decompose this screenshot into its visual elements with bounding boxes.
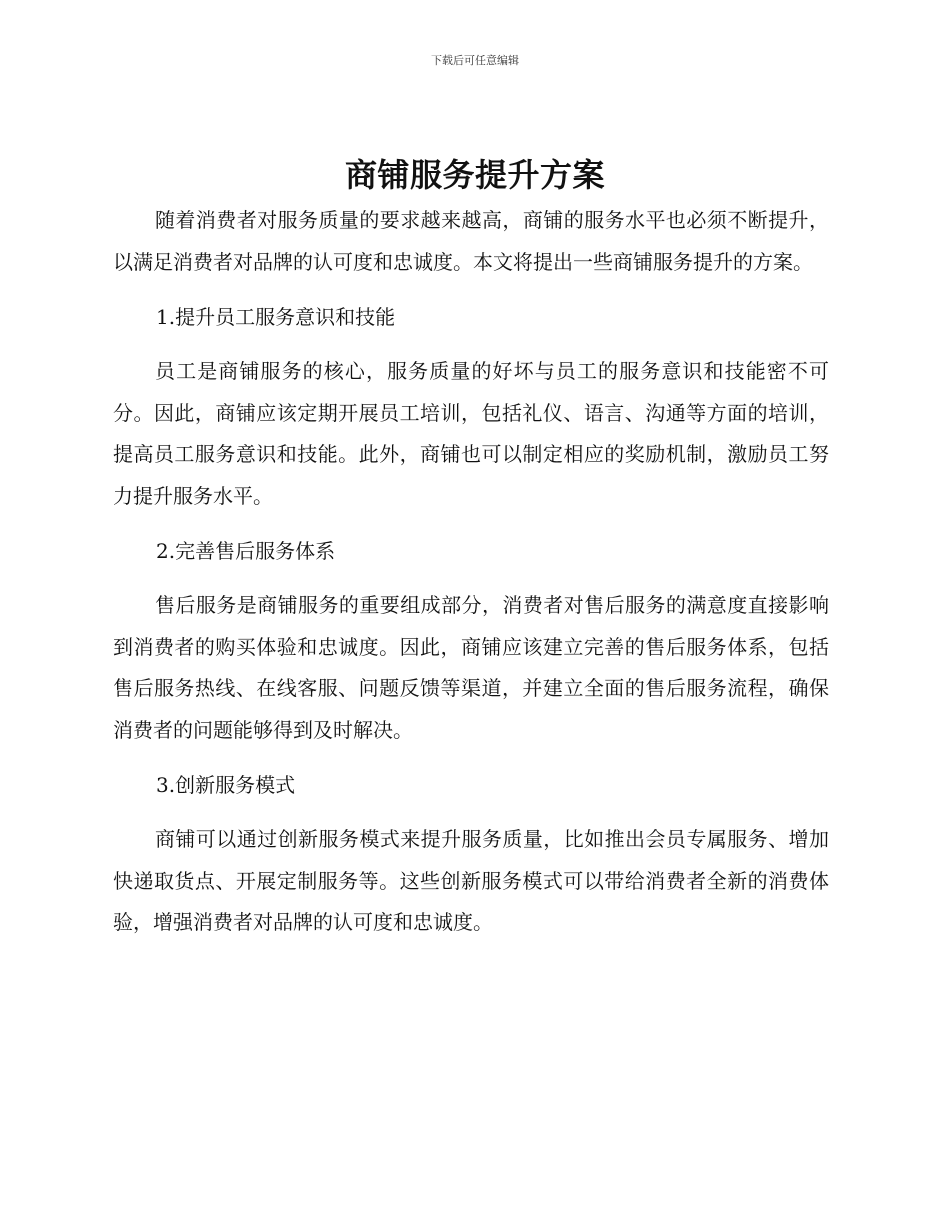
section-heading-3 [113,766,829,804]
section-title-3: 创新服务模式 [175,773,296,797]
section-title-2: 完善售后服务体系 [175,539,336,563]
section-number-1: 1. [156,305,176,329]
section-paragraph-2: 售后服务是商铺服务的重要组成部分，消费者对售后服务的满意度直接影响到消费者的购买体验和忠诚度。因此，商铺应该建立完善的售后服务体系，包括售后服务热线、在线客服、问题反馈等渠道，并建立全面的售后服务流程，确保消费者的问题能够得到及时解决。 [113,593,829,742]
document-body [113,200,829,944]
document-title: 商铺服务提升方案 [344,156,605,194]
section-paragraph-3: 商铺可以通过创新服务模式来提升服务质量，比如推出会员专属服务、增加快递取货点、开展定制服务等。这些创新服务模式可以带给消费者全新的消费体验，增强消费者对品牌的认可度和忠诚度。 [113,827,829,934]
section-number-3: 3. [156,773,176,797]
section-paragraph-1: 员工是商铺服务的核心，服务质量的好坏与员工的服务意识和技能密不可分。因此，商铺应该定期开展员工培训，包括礼仪、语言、沟通等方面的培训，提高员工服务意识和技能。此外，商铺也可以制定相应的奖励机制，激励员工努力提升服务水平。 [113,359,829,508]
section-title-1: 提升员工服务意识和技能 [175,305,396,329]
section-heading-1 [113,298,829,336]
section-number-2: 2. [156,539,176,563]
header-note: 下载后可任意编辑 [431,54,519,67]
intro-paragraph: 随着消费者对服务质量的要求越来越高，商铺的服务水平也必须不断提升，以满足消费者对品牌的认可度和忠诚度。本文将提出一些商铺服务提升的方案。 [113,208,829,274]
section-heading-2 [113,532,829,570]
